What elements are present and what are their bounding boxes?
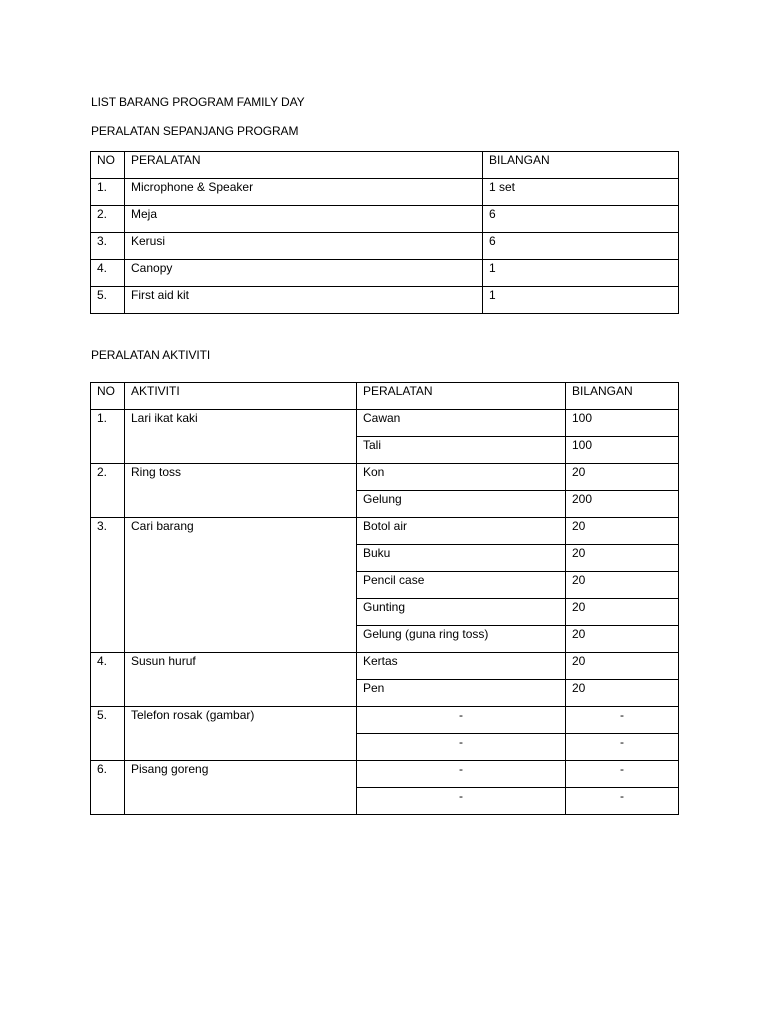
table-row bbox=[91, 761, 679, 788]
cell-equipment: Canopy bbox=[125, 260, 483, 287]
table-row bbox=[91, 287, 679, 314]
cell-quantity: 20 bbox=[566, 572, 679, 599]
cell-equipment: Meja bbox=[125, 206, 483, 233]
header-cell-no: NO bbox=[91, 383, 125, 410]
table-row bbox=[91, 653, 679, 680]
cell-equipment: Microphone & Speaker bbox=[125, 179, 483, 206]
cell-no: 1. bbox=[91, 179, 125, 206]
cell-quantity: 1 bbox=[483, 287, 679, 314]
header-cell-equipment: PERALATAN bbox=[357, 383, 566, 410]
equipment-table bbox=[90, 151, 679, 314]
cell-quantity: 20 bbox=[566, 599, 679, 626]
section-title-activity: PERALATAN AKTIVITI bbox=[91, 348, 211, 362]
table-row bbox=[91, 518, 679, 545]
cell-no: 2. bbox=[91, 206, 125, 233]
cell-equipment: Pencil case bbox=[357, 572, 566, 599]
cell-activity: Susun huruf bbox=[125, 653, 357, 707]
activity-table-body bbox=[91, 383, 679, 815]
cell-equipment: Gelung (guna ring toss) bbox=[357, 626, 566, 653]
cell-equipment: - bbox=[357, 788, 566, 815]
cell-equipment: Kon bbox=[357, 464, 566, 491]
section-title-equipment: PERALATAN SEPANJANG PROGRAM bbox=[91, 124, 299, 138]
cell-equipment: Tali bbox=[357, 437, 566, 464]
table-row bbox=[91, 410, 679, 437]
cell-quantity: - bbox=[566, 734, 679, 761]
cell-equipment: - bbox=[357, 707, 566, 734]
header-cell-activity: AKTIVITI bbox=[125, 383, 357, 410]
cell-no: 3. bbox=[91, 233, 125, 260]
table-header-row bbox=[91, 383, 679, 410]
cell-equipment: Gunting bbox=[357, 599, 566, 626]
cell-no: 3. bbox=[91, 518, 125, 653]
cell-quantity: 20 bbox=[566, 626, 679, 653]
cell-activity: Cari barang bbox=[125, 518, 357, 653]
cell-activity: Pisang goreng bbox=[125, 761, 357, 815]
cell-quantity: 100 bbox=[566, 437, 679, 464]
table-row bbox=[91, 206, 679, 233]
cell-no: 1. bbox=[91, 410, 125, 464]
cell-quantity: 20 bbox=[566, 680, 679, 707]
page-title: LIST BARANG PROGRAM FAMILY DAY bbox=[91, 95, 305, 109]
header-cell-no: NO bbox=[91, 152, 125, 179]
header-cell-quantity: BILANGAN bbox=[566, 383, 679, 410]
cell-activity: Ring toss bbox=[125, 464, 357, 518]
cell-quantity: 100 bbox=[566, 410, 679, 437]
cell-quantity: 6 bbox=[483, 206, 679, 233]
cell-no: 5. bbox=[91, 707, 125, 761]
cell-quantity: 200 bbox=[566, 491, 679, 518]
cell-activity: Telefon rosak (gambar) bbox=[125, 707, 357, 761]
cell-equipment: Cawan bbox=[357, 410, 566, 437]
header-cell-equipment: PERALATAN bbox=[125, 152, 483, 179]
cell-no: 4. bbox=[91, 260, 125, 287]
cell-quantity: 20 bbox=[566, 518, 679, 545]
table-row bbox=[91, 707, 679, 734]
table-header-row bbox=[91, 152, 679, 179]
activity-table bbox=[90, 382, 679, 815]
cell-quantity: 20 bbox=[566, 464, 679, 491]
cell-quantity: 20 bbox=[566, 653, 679, 680]
cell-activity: Lari ikat kaki bbox=[125, 410, 357, 464]
equipment-table-body bbox=[91, 152, 679, 314]
table-row bbox=[91, 464, 679, 491]
cell-equipment: - bbox=[357, 761, 566, 788]
cell-quantity: - bbox=[566, 761, 679, 788]
cell-equipment: - bbox=[357, 734, 566, 761]
cell-quantity: 1 bbox=[483, 260, 679, 287]
cell-no: 6. bbox=[91, 761, 125, 815]
table-row bbox=[91, 233, 679, 260]
cell-no: 5. bbox=[91, 287, 125, 314]
header-cell-quantity: BILANGAN bbox=[483, 152, 679, 179]
cell-equipment: Gelung bbox=[357, 491, 566, 518]
cell-quantity: 1 set bbox=[483, 179, 679, 206]
cell-quantity: - bbox=[566, 788, 679, 815]
cell-quantity: 6 bbox=[483, 233, 679, 260]
cell-equipment: Pen bbox=[357, 680, 566, 707]
cell-no: 4. bbox=[91, 653, 125, 707]
cell-no: 2. bbox=[91, 464, 125, 518]
cell-equipment: Kertas bbox=[357, 653, 566, 680]
table-row bbox=[91, 179, 679, 206]
cell-quantity: 20 bbox=[566, 545, 679, 572]
table-row bbox=[91, 260, 679, 287]
cell-equipment: Kerusi bbox=[125, 233, 483, 260]
cell-equipment: Botol air bbox=[357, 518, 566, 545]
cell-equipment: First aid kit bbox=[125, 287, 483, 314]
cell-equipment: Buku bbox=[357, 545, 566, 572]
cell-quantity: - bbox=[566, 707, 679, 734]
